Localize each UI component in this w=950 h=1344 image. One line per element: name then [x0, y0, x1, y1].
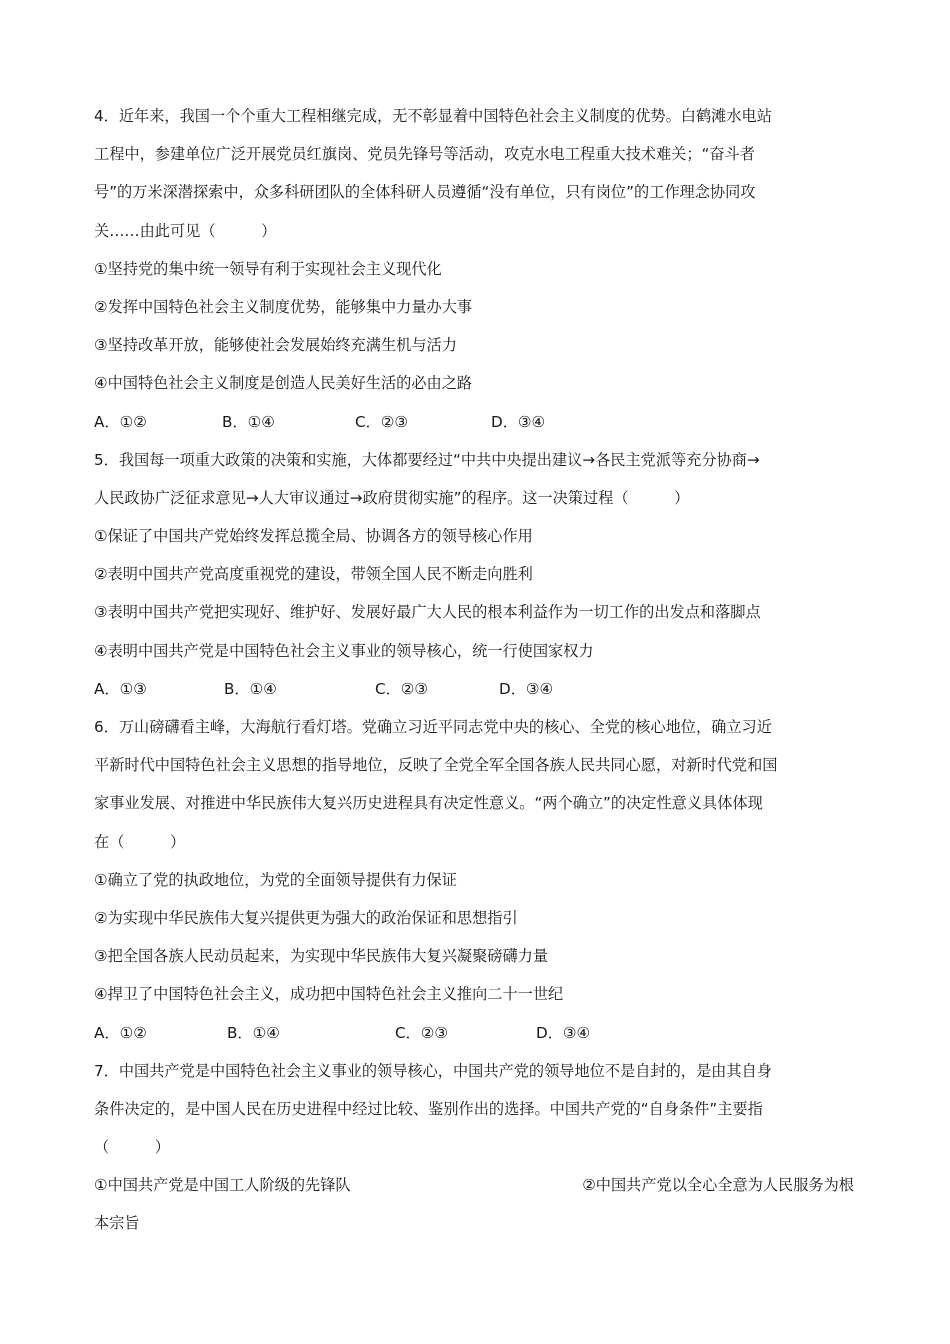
- question-stem-line: 在（ ）: [94, 832, 186, 851]
- statement-item: ①确立了党的执政地位，为党的全面领导提供有力保证: [94, 870, 457, 889]
- option-b: B．①④: [222, 412, 275, 431]
- option-c: C．②③: [375, 679, 429, 698]
- statement-item-continuation: 本宗旨: [94, 1214, 140, 1233]
- option-d: D．③④: [491, 412, 546, 431]
- answer-options: [94, 1014, 854, 1052]
- statement-row: [94, 1166, 854, 1204]
- question-stem-line: 4．近年来，我国一个个重大工程相继完成，无不彰显着中国特色社会主义制度的优势。白鹤滩水电站: [94, 107, 772, 125]
- statement-item: ②发挥中国特色社会主义制度优势，能够集中力量办大事: [94, 297, 473, 316]
- option-b: B．①④: [227, 1023, 280, 1042]
- question-stem-line: 条件决定的，是中国人民在历史进程中经过比较、鉴别作出的选择。中国共产党的“自身条件”主要指: [94, 1099, 763, 1118]
- question-stem-line: 关……由此可见（ ）: [94, 221, 277, 240]
- statement-item: ③坚持改革开放，能够使社会发展始终充满生机与活力: [94, 336, 457, 355]
- question-6: [94, 708, 854, 1052]
- question-stem-line: 人民政协广泛征求意见→人大审议通过→政府贯彻实施”的程序。这一决策过程（ ）: [94, 488, 690, 507]
- statement-item: ①保证了中国共产党始终发挥总揽全局、协调各方的领导核心作用: [94, 527, 533, 546]
- question-4: [94, 97, 854, 441]
- option-a: A．①②: [94, 1023, 147, 1042]
- statement-item: ③把全国各族人民动员起来，为实现中华民族伟大复兴凝聚磅礴力量: [94, 947, 549, 966]
- statement-item: ④表明中国共产党是中国特色社会主义事业的领导核心，统一行使国家权力: [94, 641, 594, 660]
- question-5: [94, 441, 854, 708]
- statement-item: ④中国特色社会主义制度是创造人民美好生活的必由之路: [94, 374, 473, 393]
- option-d: D．③④: [536, 1023, 591, 1042]
- option-d: D．③④: [499, 679, 554, 698]
- question-stem-line: 6．万山磅礴看主峰，大海航行看灯塔。党确立习近平同志党中央的核心、全党的核心地位，确立习近: [94, 718, 772, 736]
- exam-page: [94, 97, 854, 1243]
- question-stem-line: 5．我国每一项重大政策的决策和实施，大体都要经过“中共中央提出建议→各民主党派等充分协商→: [94, 450, 760, 469]
- statement-item: ②中国共产党以全心全意为人民服务为根: [582, 1176, 854, 1195]
- option-c: C．②③: [355, 412, 409, 431]
- answer-options: [94, 670, 854, 708]
- option-b: B．①④: [224, 679, 277, 698]
- statement-item: ③表明中国共产党把实现好、维护好、发展好最广大人民的根本利益作为一切工作的出发点和落脚点: [94, 603, 761, 622]
- statement-item: ②为实现中华民族伟大复兴提供更为强大的政治保证和思想指引: [94, 908, 518, 927]
- question-stem-line: 工程中，参建单位广泛开展党员红旗岗、党员先锋号等活动，攻克水电工程重大技术难关；“奋斗者: [94, 145, 755, 164]
- option-a: A．①②: [94, 412, 147, 431]
- question-stem-line: （ ）: [94, 1138, 170, 1157]
- statement-item: ①坚持党的集中统一领导有利于实现社会主义现代化: [94, 259, 442, 278]
- option-a: A．①③: [94, 679, 147, 698]
- question-stem-line: 7．中国共产党是中国特色社会主义事业的领导核心，中国共产党的领导地位不是自封的，是由其自身: [94, 1061, 772, 1080]
- answer-options: [94, 403, 854, 441]
- question-stem-line: 平新时代中国特色社会主义思想的指导地位，反映了全党全军全国各族人民共同心愿，对新时代党和国: [94, 756, 778, 775]
- statement-item: ①中国共产党是中国工人阶级的先锋队: [94, 1176, 351, 1195]
- question-7: [94, 1052, 854, 1243]
- question-stem-line: 号”的万米深潜探索中，众多科研团队的全体科研人员遵循“没有单位，只有岗位”的工作理念协同攻: [94, 183, 756, 202]
- statement-item: ④捍卫了中国特色社会主义，成功把中国特色社会主义推向二十一世纪: [94, 985, 564, 1004]
- question-stem-line: 家事业发展、对推进中华民族伟大复兴历史进程具有决定性意义。“两个确立”的决定性意义具体体现: [94, 794, 763, 813]
- option-c: C．②③: [395, 1023, 449, 1042]
- statement-item: ②表明中国共产党高度重视党的建设，带领全国人民不断走向胜利: [94, 565, 533, 584]
